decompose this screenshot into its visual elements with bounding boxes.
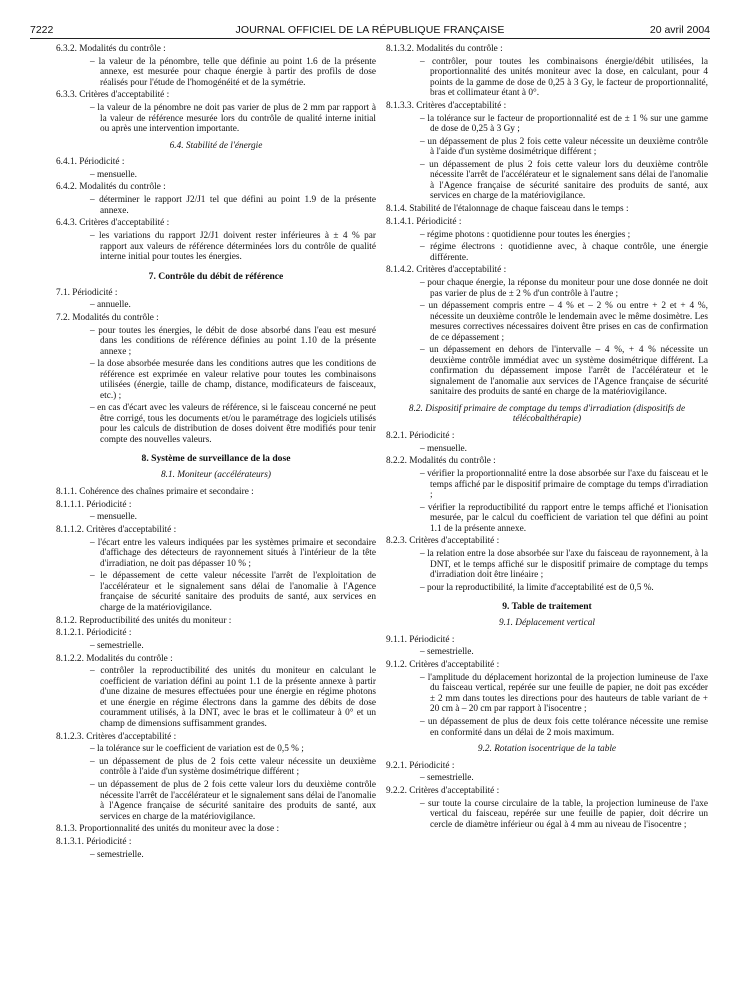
clause-title: 6.4.2. Modalités du contrôle : xyxy=(56,182,166,193)
list-item: – un dépassement de plus de 2 fois cette valeur lors du deuxième contrôle nécessite l'arrêt de l'accélérateur et le signalement sans délai de l'anomalie à l'Agence française de sécurité sanitaire des produits de santé, aux services en charge de la matériovigilance. xyxy=(90,780,376,822)
list-item: – les variations du rapport J2/J1 doivent rester inférieures à ± 4 % par rapport aux valeurs de référence déterminées lors du contrôle de qualité interne initial pour toutes les énergies. xyxy=(90,231,376,262)
issue-date: 20 avril 2004 xyxy=(649,24,710,36)
list-item: – semestrielle. xyxy=(90,640,144,651)
subsection-heading: 6.4. Stabilité de l'énergie xyxy=(169,140,263,151)
clause-title: 9.2.2. Critères d'acceptabilité : xyxy=(386,785,500,796)
list-item: – sur toute la course circulaire de la table, la projection lumineuse de l'axe vertical du faisceau, repérée sur une feuille de papier, doit décrire un cercle de diamètre inférieur ou égal à 4 mm au niveau de l'isocentre ; xyxy=(420,798,708,830)
subsection-heading: 8.1. Moniteur (accélérateurs) xyxy=(161,470,271,481)
clause-title: 8.2.2. Modalités du contrôle : xyxy=(386,456,496,467)
clause-title: 8.2.3. Critères d'acceptabilité : xyxy=(386,536,500,547)
right-column xyxy=(386,44,708,832)
list-item: – pour la reproductibilité, la limite d'acceptabilité est de 0,5 %. xyxy=(420,582,654,593)
clause-title: 8.1.2.2. Modalités du contrôle : xyxy=(56,653,173,664)
list-item: – régime photons : quotidienne pour toutes les énergies ; xyxy=(420,229,631,240)
list-item: – semestrielle. xyxy=(420,647,474,658)
list-item: – le dépassement de cette valeur nécessite l'arrêt de l'exploitation de l'accélérateur et le signalement sans délai de l'anomalie à l'Agence française de sécurité sanitaire des produits de santé, aux services en charge de la matériovigilance. xyxy=(90,571,376,613)
list-item: – un dépassement de plus de 2 fois cette valeur nécessite un deuxième contrôle à l'aide d'un système dosimétrique différent ; xyxy=(90,756,376,778)
clause-title: 8.1.2.1. Périodicité : xyxy=(56,628,132,639)
list-item: – un dépassement de plus de deux fois cette tolérance nécessite une remise en conformité dans un délai de 2 mois maximum. xyxy=(420,717,708,738)
clause-title: 8.1.4.1. Périodicité : xyxy=(386,216,462,227)
clause-title: 8.1.4.2. Critères d'acceptabilité : xyxy=(386,265,507,276)
clause-title: 8.1.2. Reproductibilité des unités du moniteur : xyxy=(56,615,232,626)
list-item: – un dépassement de plus 2 fois cette valeur lors du deuxième contrôle nécessite l'arrêt de l'accélérateur et le signalement sans délai de l'anomalie à l'Agence française de sécurité sanitaire des produits de santé, aux services en charge de la matériovigilance. xyxy=(420,159,708,202)
clause-title: 6.4.3. Critères d'acceptabilité : xyxy=(56,218,170,229)
list-item: – régime électrons : quotidienne avec, à chaque contrôle, une énergie différente. xyxy=(420,242,708,263)
list-item: – semestrielle. xyxy=(90,849,144,860)
page-number: 7222 xyxy=(30,24,54,36)
list-item: – contrôler la reproductibilité des unités du moniteur en calculant le coefficient de variation défini au point 1.1 de la présente annexe à partir d'une dizaine de mesures effectuées pour une énergie en régime photons et une énergie en régime électrons dans la gamme des débits de dose couramment utilisés, à la DNT, avec le bras et le collimateur à 0° et un champ de dimensions suffisamment grandes. xyxy=(90,666,376,729)
list-item: – un dépassement compris entre – 4 % et – 2 % ou entre + 2 et + 4 %, nécessite un deuxième contrôle le lendemain avec le même dosimètre. Les mesures correctives nécessaires doivent être prises en cas de confirmation de ce dépassement ; xyxy=(420,301,708,343)
list-item: – déterminer le rapport J2/J1 tel que défini au point 1.9 de la présente annexe. xyxy=(90,195,376,216)
list-item: – un dépassement en dehors de l'intervalle – 4 %, + 4 % nécessite un deuxième contrôle immédiat avec un système dosimétrique différent. La confirmation du dépassement impose l'arrêt de l'accélérateur et le signalement de l'anomalie aux services de l'Agence française de sécurité sanitaire des produits de santé en charge de la matériovigilance. xyxy=(420,345,708,398)
clause-title: 8.1.3.3. Critères d'acceptabilité : xyxy=(386,100,507,111)
clause-title: 9.1.2. Critères d'acceptabilité : xyxy=(386,660,500,671)
list-item: – en cas d'écart avec les valeurs de référence, si le faisceau concerné ne peut être corrigé, tous les documents et/ou le paramétrage des logiciels utilisés pour les calculs de distribution de doses doivent être modifiés pour tenir compte des nouvelles valeurs. xyxy=(90,403,376,445)
list-item: – un dépassement de plus 2 fois cette valeur nécessite un deuxième contrôle à l'aide d'un système dosimétrique différent ; xyxy=(420,136,708,158)
list-item: – la relation entre la dose absorbée sur l'axe du faisceau de rayonnement, à la DNT, et le temps affiché sur le dispositif primaire de comptage du temps d'irradiation doit être linéaire ; xyxy=(420,549,708,581)
left-column xyxy=(56,44,376,862)
clause-title: 9.1.1. Périodicité : xyxy=(386,634,455,645)
list-item: – la tolérance sur le coefficient de variation est de 0,5 % ; xyxy=(90,744,304,755)
clause-title: 8.1.4. Stabilité de l'étalonnage de chaque faisceau dans le temps : xyxy=(386,204,629,215)
clause-title: 6.3.3. Critères d'acceptabilité : xyxy=(56,90,170,101)
clause-title: 7.2. Modalités du contrôle : xyxy=(56,312,159,323)
clause-title: 9.2.1. Périodicité : xyxy=(386,760,455,771)
clause-title: 8.1.1.2. Critères d'acceptabilité : xyxy=(56,525,177,535)
subsection-heading: 9.2. Rotation isocentrique de la table xyxy=(477,744,617,754)
list-item: – la valeur de la pénombre ne doit pas varier de plus de 2 mm par rapport à la valeur de référence mesurée lors du contrôle de qualité interne initial ou après une intervention importante. xyxy=(90,103,376,135)
page-header xyxy=(30,18,710,39)
list-item: – semestrielle. xyxy=(420,773,474,784)
clause-title: 6.3.2. Modalités du contrôle : xyxy=(56,44,166,54)
list-item: – l'amplitude du déplacement horizontal de la projection lumineuse de l'axe du faisceau vertical, repérée sur une feuille de papier, ne doit pas excéder ± 2 mm dans toutes les directions pour des hauteurs de table variant de + 20 cm à – 20 cm par rapport à l'isocentre ; xyxy=(420,672,708,715)
clause-title: 8.1.1. Cohérence des chaînes primaire et secondaire : xyxy=(56,486,254,497)
list-item: – la dose absorbée mesurée dans les conditions autres que les conditions de référence est exprimée en valeur relative pour toutes les combinaisons utilisées (énergie, taille de champ, distance, modificateurs de faisceaux, etc.) ; xyxy=(90,359,376,401)
list-item: – l'écart entre les valeurs indiquées par les systèmes primaire et secondaire d'affichage des détecteurs de rayonnement situés à l'intérieur de la tête d'irradiation, ne doit pas dépasser 10 % ; xyxy=(90,537,376,569)
section-heading: 9. Table de traitement xyxy=(502,601,592,613)
clause-title: 8.1.3.1. Périodicité : xyxy=(56,836,132,847)
list-item: – la tolérance sur le facteur de proportionnalité est de ± 1 % sur une gamme de dose de 0,25 à 3 Gy ; xyxy=(420,113,708,135)
clause-title: 8.2.1. Périodicité : xyxy=(386,430,455,441)
list-item: – vérifier la proportionnalité entre la dose absorbée sur l'axe du faisceau et le temps affiché par le dispositif primaire de comptage du temps d'irradiation ; xyxy=(420,469,708,500)
section-heading: 8. Système de surveillance de la dose xyxy=(141,453,291,465)
clause-title: 7.1. Périodicité : xyxy=(56,287,118,298)
list-item: – mensuelle. xyxy=(90,169,137,180)
list-item: – la valeur de la pénombre, telle que définie au point 1.6 de la présente annexe, est mesurée pour chaque énergie à partir des profils de dose réalisés pour l'étude de l'homogénéité et de la symétrie. xyxy=(90,56,376,88)
section-heading: 7. Contrôle du débit de référence xyxy=(148,270,284,282)
list-item: – contrôler, pour toutes les combinaisons énergie/débit utilisées, la proportionnalité des unités moniteur avec la dose, en calculant, pour 4 points de la gamme de dose de 0,25 à 3 Gy, le facteur de proportionnalité, bras et collimateur étant à 0°. xyxy=(420,56,708,99)
subsection-heading: 8.2. Dispositif primaire de comptage du temps d'irradiation (dispositifs de télécobalthérapie) xyxy=(408,403,686,425)
clause-title: 8.1.2.3. Critères d'acceptabilité : xyxy=(56,731,177,742)
subsection-heading: 9.1. Déplacement vertical xyxy=(498,618,596,629)
journal-title: JOURNAL OFFICIEL DE LA RÉPUBLIQUE FRANÇAISE xyxy=(235,24,505,36)
clause-title: 8.1.1.1. Périodicité : xyxy=(56,499,132,510)
list-item: – pour chaque énergie, la réponse du moniteur pour une dose donnée ne doit pas varier de plus de ± 2 % d'un contrôle à l'autre ; xyxy=(420,278,708,299)
clause-title: 6.4.1. Périodicité : xyxy=(56,157,125,168)
clause-title: 8.1.3.2. Modalités du contrôle : xyxy=(386,44,503,54)
list-item: – annuelle. xyxy=(90,300,131,311)
list-item: – mensuelle. xyxy=(420,443,467,454)
clause-title: 8.1.3. Proportionnalité des unités du moniteur avec la dose : xyxy=(56,824,280,835)
list-item: – pour toutes les énergies, le débit de dose absorbé dans l'eau est mesuré dans les conditions de référence définies au point 1.10 de la présente annexe ; xyxy=(90,325,376,357)
list-item: – vérifier la reproductibilité du rapport entre le temps affiché et l'ionisation mesurée, par le calcul du coefficient de variation tel que défini au point 1.1 de la présente annexe. xyxy=(420,502,708,534)
list-item: – mensuelle. xyxy=(90,512,137,523)
